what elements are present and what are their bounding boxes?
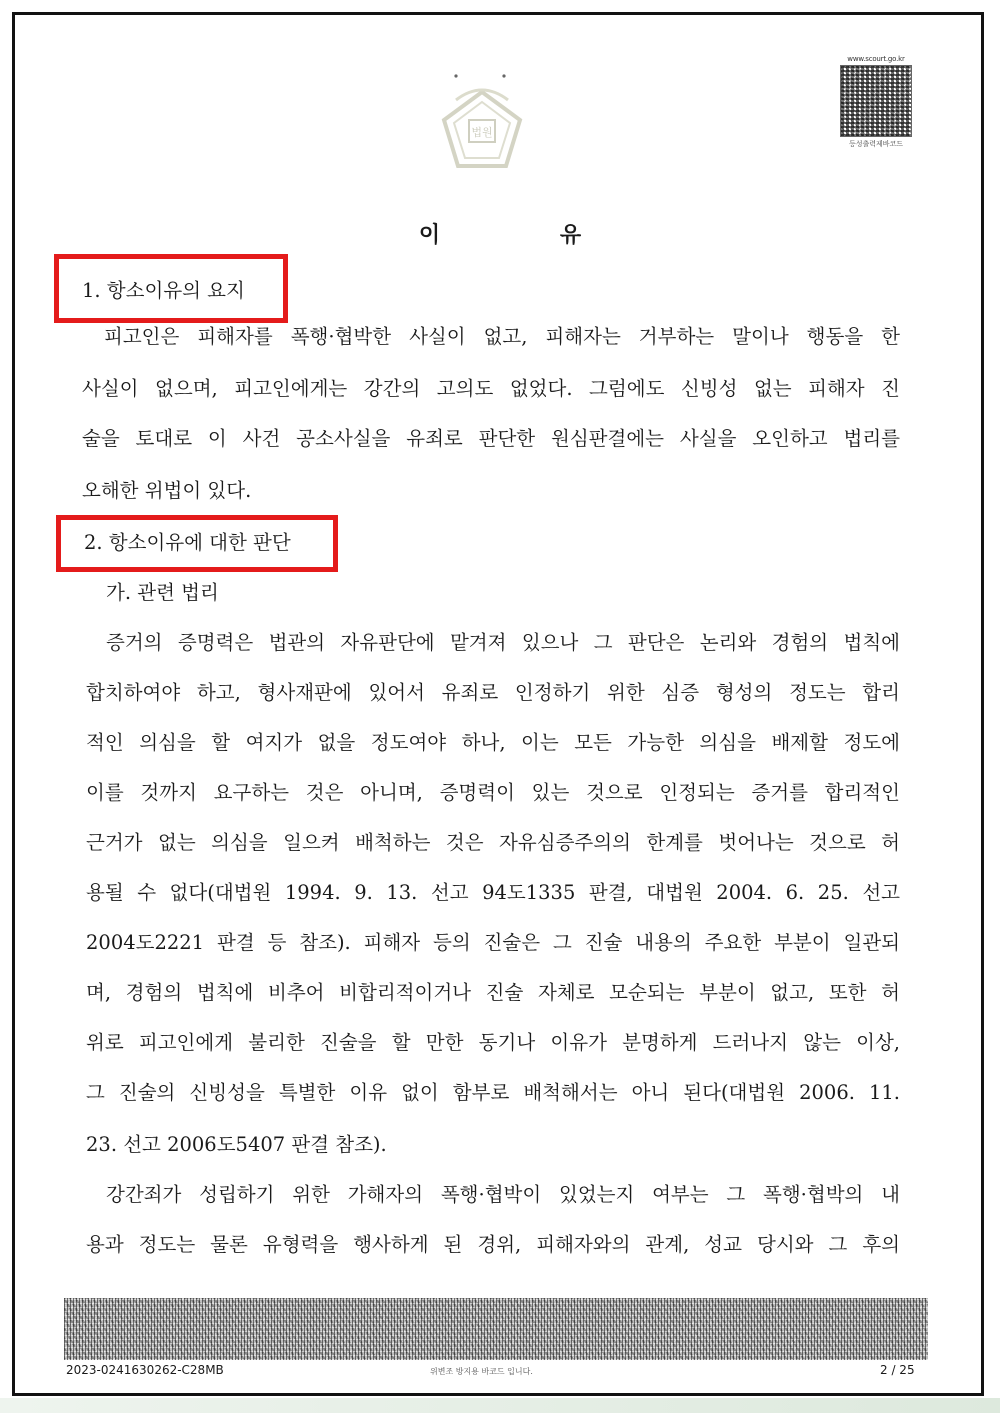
paragraph-line: 2004도2221 판결 등 참조). 피해자 등의 진술은 그 진술 내용의 주요한 부분이 일관되 (86, 931, 900, 954)
page-number: 2 / 25 (880, 1363, 915, 1377)
court-seal-icon (436, 70, 528, 180)
qr-caption-text: 등성출력제바코드 (848, 140, 904, 148)
paragraph-line: 근거가 없는 의심을 일으켜 배척하는 것은 자유심증주의의 한계를 벗어나는 것으로 허 (86, 831, 900, 854)
paragraph-line: 며, 경험의 법칙에 비추어 비합리적이거나 진술 자체로 모순되는 부분이 없고, 또한 허 (86, 981, 900, 1004)
section-2-heading: 2. 항소이유에 대한 판단 (84, 531, 291, 554)
anti-forgery-barcode (64, 1298, 928, 1360)
qr-url-text: www.scourt.go.kr (847, 55, 905, 63)
section-1-heading: 1. 항소이유의 요지 (82, 279, 245, 302)
paragraph-line: 증거의 증명력은 법관의 자유판단에 맡겨져 있으나 그 판단은 논리와 경험의 법칙에 (106, 631, 900, 654)
subsection-heading: 가. 관련 법리 (106, 581, 219, 604)
document-title: 이 유 (418, 223, 638, 248)
paragraph-line: 23. 선고 2006도5407 판결 참조). (86, 1133, 387, 1156)
scan-edge (0, 1398, 1000, 1413)
paragraph-line: 위로 피고인에게 불리한 진술을 할 만한 동기나 이유가 분명하게 드러나지 않는 이상, (86, 1031, 900, 1054)
paragraph-line: 용과 정도는 물론 유형력을 행사하게 된 경위, 피해자와의 관계, 성교 당시와 그 후의 (86, 1233, 900, 1256)
document-code: 2023-0241630262-C28MB (66, 1363, 224, 1377)
paragraph-line: 이를 것까지 요구하는 것은 아니며, 증명력이 있는 것으로 인정되는 증거를 합리적인 (86, 781, 900, 804)
paragraph-line: 용될 수 없다(대법원 1994. 9. 13. 선고 94도1335 판결, 대법원 2004. 6. 25. 선고 (86, 881, 900, 904)
paragraph-line: 피고인은 피해자를 폭행·협박한 사실이 없고, 피해자는 거부하는 말이나 행동을 한 (104, 325, 900, 348)
barcode-note: 위변조 방지용 바코드 입니다. (430, 1367, 533, 1376)
paragraph-line: 그 진술의 신빙성을 특별한 이유 없이 함부로 배척해서는 아니 된다(대법원 2006. 11. (86, 1081, 900, 1104)
paragraph-line: 적인 의심을 할 여지가 없을 정도여야 하나, 이는 모든 가능한 의심을 배제할 정도에 (86, 731, 900, 754)
svg-text:법원: 법원 (471, 126, 493, 139)
qr-code-icon (840, 65, 912, 137)
paragraph-line: 술을 토대로 이 사건 공소사실을 유죄로 판단한 원심판결에는 사실을 오인하고 법리를 (82, 427, 900, 450)
paragraph-line: 사실이 없으며, 피고인에게는 강간의 고의도 없었다. 그럼에도 신빙성 없는 피해자 진 (82, 377, 900, 400)
paragraph-line: 오해한 위법이 있다. (82, 479, 252, 502)
paragraph-line: 강간죄가 성립하기 위한 가해자의 폭행·협박이 있었는지 여부는 그 폭행·협박의 내 (106, 1183, 900, 1206)
qr-code-block (838, 55, 914, 151)
paragraph-line: 합치하여야 하고, 형사재판에 있어서 유죄로 인정하기 위한 심증 형성의 정도는 합리 (86, 681, 900, 704)
